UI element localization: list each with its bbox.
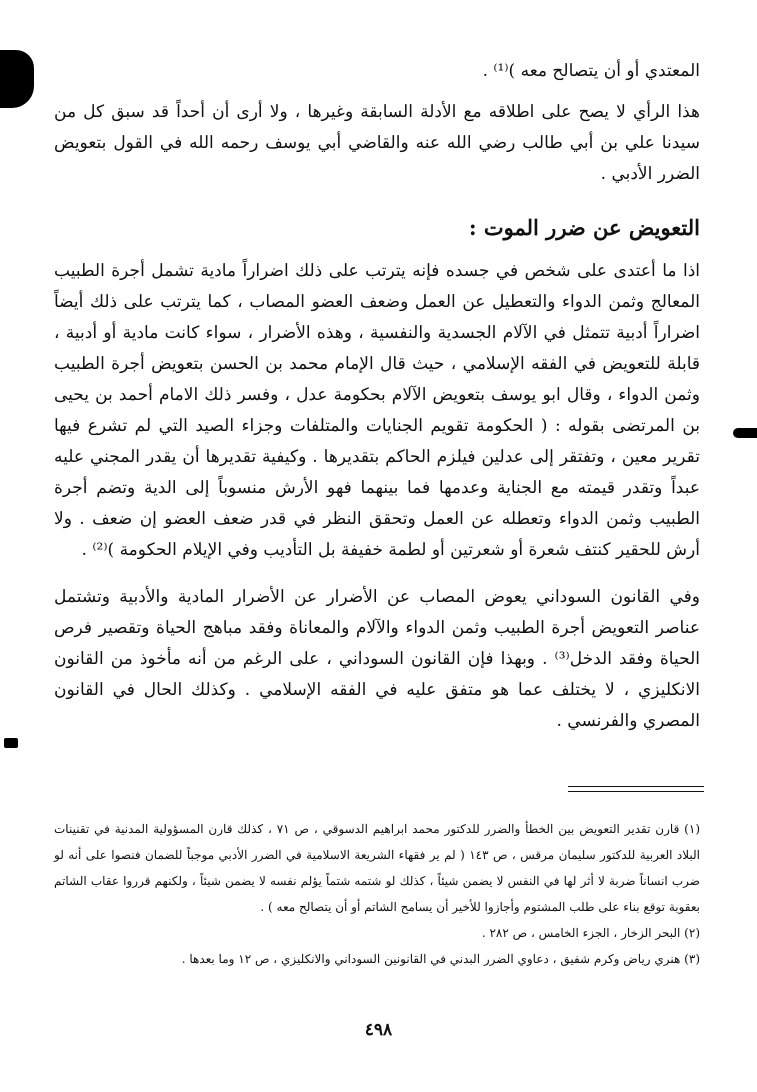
section-heading: التعويض عن ضرر الموت : (468, 215, 700, 240)
scan-margin-mark (733, 428, 757, 438)
footnote-3: (٣) هنري رياض وكرم شفيق ، دعاوي الضرر البدني في القانونين السوداني والانكليزي ، ص ١٢ وما بعدها . (181, 952, 700, 966)
footnotes (54, 816, 700, 972)
main-text (54, 56, 700, 737)
scan-edge-mark (0, 50, 34, 108)
scan-margin-mark (4, 738, 18, 748)
footnote-2: (٢) البحر الزخار ، الجزء الخامس ، ص ٢٨٢ . (481, 926, 700, 940)
footnote-1: (١) قارن تقدير التعويض بين الخطأ والضرر للدكتور محمد ابراهيم الدسوقي ، ص ٧١ ، كذلك قارن المسؤولية المدنية في تقنينات البلاد العربية للدكتور سليمان مرقس ، ص ١٤٣ ( لم ير فقهاء الشريعة الاسلامية في الضرر الأدبي موجباً للضمان فنصوا على أنه لو ضرب انساناً ضربة لا أثر لها في النفس لا يضمن شيئاً ، كذلك لو شتمه شتماً يؤلم نفسه لا يضمن شيئاً ، ولكنهم قرروا عقاب الشاتم بعقوبة توقع بناء على طلب المشتوم وأجازوا للأخير أن يسامح الشاتم أو أن يتصالح معه ) . (54, 822, 701, 914)
paragraph-opinion: هذا الرأي لا يصح على اطلاقه مع الأدلة السابقة وغيرها ، ولا أرى أن أحداً قد سبق كل من سيدنا علي بن أبي طالب رضي الله عنه والقاضي أبي يوسف رحمه الله في القول بتعويض الضرر الأدبي . (54, 102, 700, 184)
paragraph-continuation: المعتدي أو أن يتصالح معه )⁽¹⁾ . (482, 61, 700, 81)
page-number: ٤٩٨ (364, 1020, 393, 1040)
paragraph-sudanese-law: وفي القانون السوداني يعوض المصاب عن الأضرار عن الأضرار المادية والأدبية وتشتمل عناصر التعويض أجرة الطبيب وثمن الدواء والآلام والمعاناة وفقد مباهج الحياة وتقصير فرص الحياة وفقد الدخل⁽³⁾ . وبهذا فإن القانون السوداني ، على الرغم من أنه مأخوذ من القانون الانكليزي ، لا يختلف عما هو متفق عليه في الفقه الإسلامي . وكذلك الحال في القانون المصري والفرنسي . (54, 587, 700, 731)
paragraph-islamic-law: اذا ما أعتدى على شخص في جسده فإنه يترتب على ذلك اضراراً مادية تشمل أجرة الطبيب المعالج وثمن الدواء والتعطيل عن العمل وضعف العضو المصاب ، كما يترتب على ذلك أيضاً اضراراً أدبية تتمثل في الآلام الجسدية والنفسية ، وهذه الأضرار ، سواء كانت مادية أو أدبية ، قابلة للتعويض في الفقه الإسلامي ، حيث قال الإمام محمد بن الحسن بتعويض أجرة الطبيب وثمن الدواء ، وقال ابو يوسف بتعويض الآلام بحكومة عدل ، وفسر ذلك الامام أحمد بن يحيى بن المرتضى بقوله : ( الحكومة تقويم الجنايات والمتلفات وجزاء الصيد التي لم تشرع فيها تقرير معين ، وتفتقر إلى عدلين فيلزم الحاكم بتقديرها . وكيفية تقديرها أن يقدر المجني عليه عبداً وتقدر قيمته مع الجناية وعدمها فما بينهما فهو الأرش منسوباً إلى الدية وتضم أجرة الطبيب وثمن الدواء وتعطله عن العمل وتحقق النظر في قدر ضعف العضو إن ضعف . ولا أرش للحقير كنتف شعرة أو شعرتين أو لطمة خفيفة بل التأديب وفي الإيلام الحكومة )⁽²⁾ . (54, 261, 700, 560)
footnote-separator (568, 786, 704, 792)
